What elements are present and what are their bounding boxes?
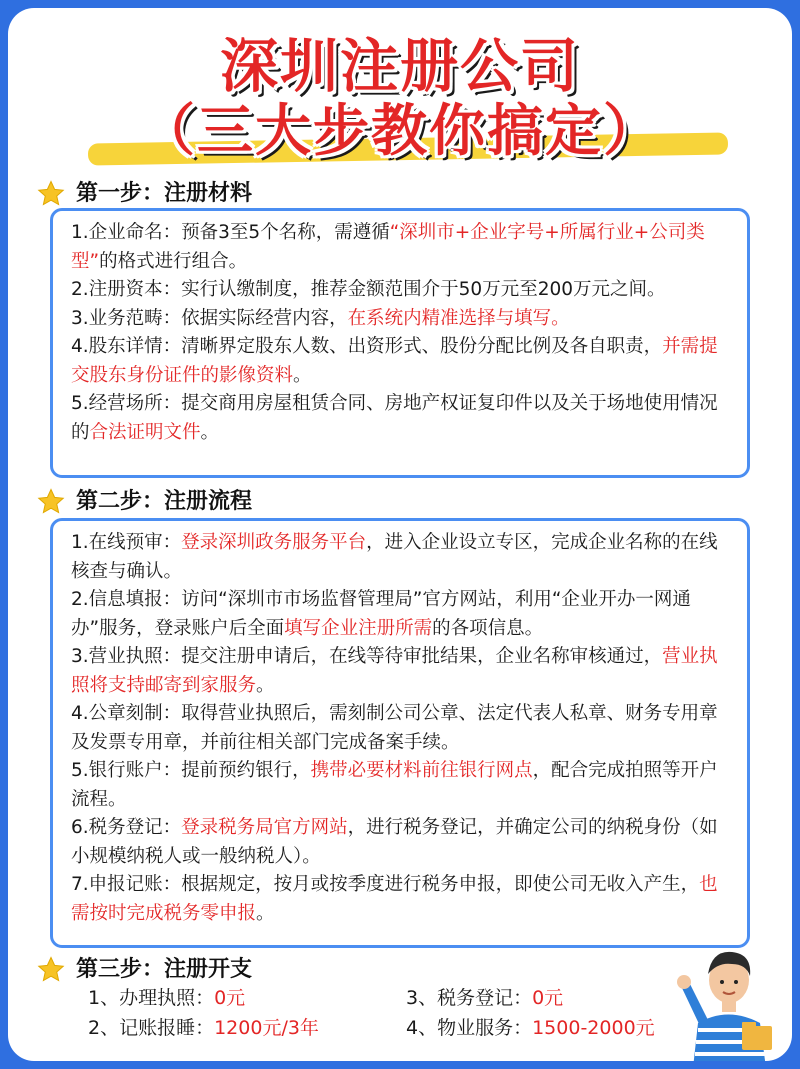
step1-box: [50, 208, 750, 478]
list-item: 5.银行账户：提前预约银行，携带必要材料前往银行网点，配合完成拍照等开户流程。: [71, 760, 718, 810]
section-title-step3: 第三步：注册开支: [70, 955, 258, 985]
step2-box: [50, 518, 750, 948]
list-item: 7.申报记账：根据规定，按月或按季度进行税务申报，即使公司无收入产生，也需按时完成税务零申报。: [71, 874, 718, 924]
list-item: 4.股东详情：清晰界定股东人数、出资形式、股份分配比例及各自职责，并需提交股东身份证件的影像资料。: [71, 336, 718, 386]
person-illustration: [668, 928, 788, 1061]
cost-item: 4、物业服务：1500-2000元: [406, 1017, 655, 1039]
list-item: 5.经营场所：提交商用房屋租赁合同、房地产权证复印件以及关于场地使用情况的合法证明文件。: [71, 393, 718, 443]
page-subtitle: （三大步教你搞定）: [139, 99, 661, 164]
cost-item: 3、税务登记：0元: [406, 987, 564, 1009]
list-item: 3.业务范畴：依据实际经营内容，在系统内精准选择与填写。: [71, 307, 570, 329]
list-item: 1.在线预审：登录深圳政务服务平台，进入企业设立专区，完成企业名称的在线核查与确认。: [71, 532, 718, 582]
star-icon: [36, 487, 66, 517]
list-item: 3.营业执照：提交注册申请后，在线等待审批结果，企业名称审核通过，营业执照将支持邮寄到家服务。: [71, 646, 718, 696]
section-header-step2: [36, 486, 258, 518]
page-title: 深圳注册公司: [219, 32, 580, 100]
list-item: 1.企业命名：预备3至5个名称，需遵循“深圳市+企业字号+所属行业+公司类型”的格式进行组合。: [71, 222, 705, 272]
star-icon: [36, 955, 66, 985]
cost-item: 2、记账报睡：1200元/3年: [88, 1017, 319, 1039]
section-title-step1: 第一步：注册材料: [70, 179, 258, 209]
section-header-step1: [36, 178, 258, 210]
star-icon: [36, 179, 66, 209]
section-title-step2: 第二步：注册流程: [70, 487, 258, 517]
list-item: 2.信息填报：访问“深圳市市场监督管理局”官方网站，利用“企业开办一网通办”服务，登录账户后全面填写企业注册所需的各项信息。: [71, 589, 691, 639]
section-header-step3: [36, 954, 258, 986]
list-item: 2.注册资本：实行认缴制度，推荐金额范围介于50万元至200万元之间。: [71, 279, 666, 300]
list-item: 4.公章刻制：取得营业执照后，需刻制公司公章、法定代表人私章、财务专用章及发票专用章，并前往相关部门完成备案手续。: [71, 703, 718, 753]
list-item: 6.税务登记：登录税务局官方网站，进行税务登记，并确定公司的纳税身份（如小规模纳税人或一般纳税人）。: [71, 817, 718, 867]
poster-card: [8, 8, 792, 1061]
cost-item: 1、办理执照：0元: [88, 987, 246, 1009]
